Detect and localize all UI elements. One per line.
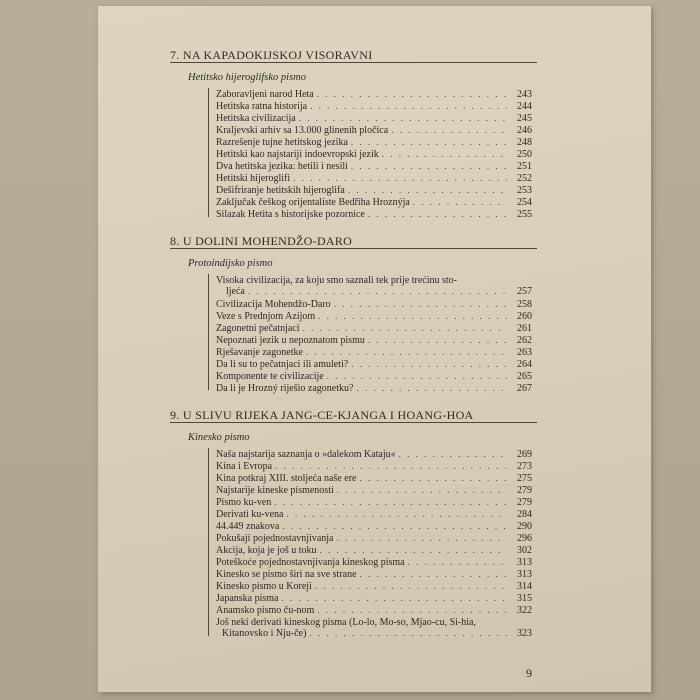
dot-leader [327, 371, 507, 382]
dot-leader [413, 197, 507, 208]
dot-leader [337, 485, 507, 496]
entry-page: 279 [517, 485, 532, 496]
dot-leader [408, 557, 507, 568]
entry-text: Kinesko se pismo širi na sve strane [216, 569, 357, 580]
entry-page: 253 [517, 185, 532, 196]
entry-page: 296 [517, 533, 532, 544]
dot-leader [360, 473, 508, 484]
entry-page: 244 [517, 101, 532, 112]
entry-text: Visoka civilizacija, za koju smo saznali tek prije trećinu sto- [216, 275, 457, 286]
entry-page: 250 [517, 149, 532, 160]
chapter-rule [170, 62, 537, 63]
dot-leader [275, 461, 507, 472]
entry-text: Da li je Hrozný riješio zagonetku? [216, 383, 354, 394]
entry-text: Najstarije kineske pismenosti [216, 485, 334, 496]
section-heading: Protoindijsko pismo [188, 258, 273, 269]
entry-text: 44.449 znakova [216, 521, 280, 532]
entry-text: Kina i Evropa [216, 461, 273, 472]
entry-text: Dva hetitska jezika: hetili i nesili [216, 161, 348, 172]
entry-text: Pokušaji pojednostavnjivanja [216, 533, 334, 544]
entry-text: Komponente te civilizacije [216, 371, 324, 382]
dot-leader [356, 383, 507, 394]
toc-entry [216, 185, 532, 196]
toc-entry [216, 617, 532, 639]
toc-entry [216, 509, 532, 520]
dot-leader [334, 299, 507, 310]
entry-text: Zaključak češkog orijentaliste Bedřiha Hroznýja [216, 197, 410, 208]
entry-page: 275 [517, 473, 532, 484]
dot-leader [318, 311, 507, 322]
entry-text: Da li su to pečatnjaci ili amuleti? [216, 359, 349, 370]
entry-page: 252 [517, 173, 532, 184]
entry-text: Civilizacija Mohendžo-Daro [216, 299, 331, 310]
toc-entry [216, 359, 532, 370]
toc-entry [216, 101, 532, 112]
dot-leader [351, 161, 507, 172]
entries-bracket [208, 448, 209, 636]
book-page [98, 6, 651, 692]
toc-entry [216, 581, 532, 592]
dot-leader [315, 581, 507, 592]
dot-leader [399, 449, 507, 460]
dot-leader [320, 545, 507, 556]
dot-leader [317, 89, 507, 100]
toc-entry [216, 371, 532, 382]
toc-entry [216, 461, 532, 472]
entry-page: 273 [517, 461, 532, 472]
entry-text: Zagonetni pečatnjaci [216, 323, 300, 334]
entry-text: Još neki derivati kineskog pisma (Lo-lo, Mo-so, Mjao-cu, Si-hia, [216, 617, 476, 628]
dot-leader [382, 149, 507, 160]
chapter-title: 7. NA KAPADOKIJSKOJ VISORAVNI [170, 48, 373, 62]
entry-page: 302 [517, 545, 532, 556]
entry-page: 264 [517, 359, 532, 370]
chapter-title: 9. U SLIVU RIJEKA JANG-CE-KJANGA I HOANG-HOA [170, 408, 474, 422]
entry-text-continued: ljeća [226, 286, 245, 297]
entry-text: Kraljevski arhiv sa 13.000 glinenih pločica [216, 125, 389, 136]
entry-text: Rješavanje zagonetke [216, 347, 303, 358]
entry-text: Japanska pisma [216, 593, 279, 604]
dot-leader [368, 335, 507, 346]
entry-page: 262 [517, 335, 532, 346]
dot-leader [303, 323, 507, 334]
entries-bracket [208, 88, 209, 217]
dot-leader [360, 569, 507, 580]
dot-leader [282, 521, 507, 532]
entry-page: 267 [517, 383, 532, 394]
section-heading: Hetitsko hijeroglifsko pismo [188, 72, 307, 83]
entry-text: Dešifriranje hetitskih hijeroglifa [216, 185, 345, 196]
entry-page: 313 [517, 569, 532, 580]
entry-text: Hetitska ratna historija [216, 101, 308, 112]
dot-leader [348, 185, 507, 196]
entry-page: 248 [517, 137, 532, 148]
dot-leader [368, 209, 507, 220]
entry-page: 322 [517, 605, 532, 616]
toc-entry [216, 473, 532, 484]
entry-page: 260 [517, 311, 532, 322]
entry-page: 269 [517, 449, 532, 460]
entry-text: Akcija, koja je još u toku [216, 545, 317, 556]
entry-text: Nepoznati jezik u nepoznatom pismu [216, 335, 365, 346]
toc-entry [216, 485, 532, 496]
entry-text: Poteškoće pojednostavnjivanja kineskog pisma [216, 557, 405, 568]
toc-entry [216, 569, 532, 580]
entry-page: 246 [517, 125, 532, 136]
page-number: 9 [526, 666, 532, 680]
dot-leader [248, 286, 507, 297]
toc-entry [216, 593, 532, 604]
entry-page: 254 [517, 197, 532, 208]
dot-leader [310, 101, 507, 112]
toc-entry [216, 383, 532, 394]
toc-entry [216, 137, 532, 148]
entry-text: Hetitska civilizacija [216, 113, 296, 124]
dot-leader [317, 605, 507, 616]
entries-bracket [208, 274, 209, 390]
entry-page: 263 [517, 347, 532, 358]
toc-entry [216, 149, 532, 160]
toc-entry [216, 545, 532, 556]
entry-page: 323 [517, 628, 532, 639]
toc-entry [216, 113, 532, 124]
entry-text: Anamsko pismo ču-nom [216, 605, 315, 616]
entry-page: 258 [517, 299, 532, 310]
dot-leader [391, 125, 507, 136]
entry-text: Hetitski hijeroglifi [216, 173, 291, 184]
toc-entry [216, 311, 532, 322]
entry-page: 290 [517, 521, 532, 532]
entry-page: 251 [517, 161, 532, 172]
toc-entry [216, 275, 532, 297]
entry-page: 261 [517, 323, 532, 334]
dot-leader [309, 628, 507, 639]
toc-entry [216, 497, 532, 508]
dot-leader [306, 347, 507, 358]
toc-entry [216, 605, 532, 616]
entry-page: 279 [517, 497, 532, 508]
toc-entry [216, 299, 532, 310]
entry-text: Hetitski kao najstariji indoevropski jezik [216, 149, 379, 160]
toc-entry [216, 521, 532, 532]
toc-entry [216, 323, 532, 334]
entry-text: Kina potkraj XIII. stoljeća naše ere [216, 473, 357, 484]
entry-text: Pismo ku-ven [216, 497, 272, 508]
entry-text-continued: Kitanovsko i Nju-če) [222, 628, 307, 639]
toc-entry [216, 533, 532, 544]
dot-leader [286, 509, 507, 520]
entry-text: Zaboravljeni narod Heta [216, 89, 314, 100]
toc-entry [216, 347, 532, 358]
entry-text: Razrešenje tujne hetitskog jezika [216, 137, 348, 148]
toc-entry [216, 161, 532, 172]
chapter-rule [170, 422, 537, 423]
entry-text: Silazak Hetita s historijske pozornice [216, 209, 365, 220]
dot-leader [293, 173, 507, 184]
entry-page: 313 [517, 557, 532, 568]
chapter-title: 8. U DOLINI MOHENDŽO-DARO [170, 234, 353, 248]
section-heading: Kinesko pismo [188, 432, 250, 443]
toc-entry [216, 209, 532, 220]
toc-entry [216, 449, 532, 460]
toc-entry [216, 89, 532, 100]
dot-leader [351, 359, 507, 370]
entry-page: 284 [517, 509, 532, 520]
entry-page: 245 [517, 113, 532, 124]
entry-page: 315 [517, 593, 532, 604]
dot-leader [337, 533, 508, 544]
entry-text: Kinesko pismo u Koreji [216, 581, 312, 592]
entry-text: Veze s Prednjom Azijom [216, 311, 316, 322]
entry-page: 257 [517, 286, 532, 297]
toc-entry [216, 335, 532, 346]
toc-entry [216, 125, 532, 136]
dot-leader [274, 497, 507, 508]
entry-text: Derivati ku-vena [216, 509, 284, 520]
chapter-rule [170, 248, 537, 249]
entry-page: 314 [517, 581, 532, 592]
toc-entry [216, 557, 532, 568]
toc-entry [216, 173, 532, 184]
dot-leader [351, 137, 507, 148]
entry-page: 265 [517, 371, 532, 382]
toc-entry [216, 197, 532, 208]
entry-page: 243 [517, 89, 532, 100]
entry-page: 255 [517, 209, 532, 220]
entry-text: Naša najstarija saznanja o »dalekom Kataju« [216, 449, 396, 460]
dot-leader [299, 113, 507, 124]
dot-leader [282, 593, 508, 604]
